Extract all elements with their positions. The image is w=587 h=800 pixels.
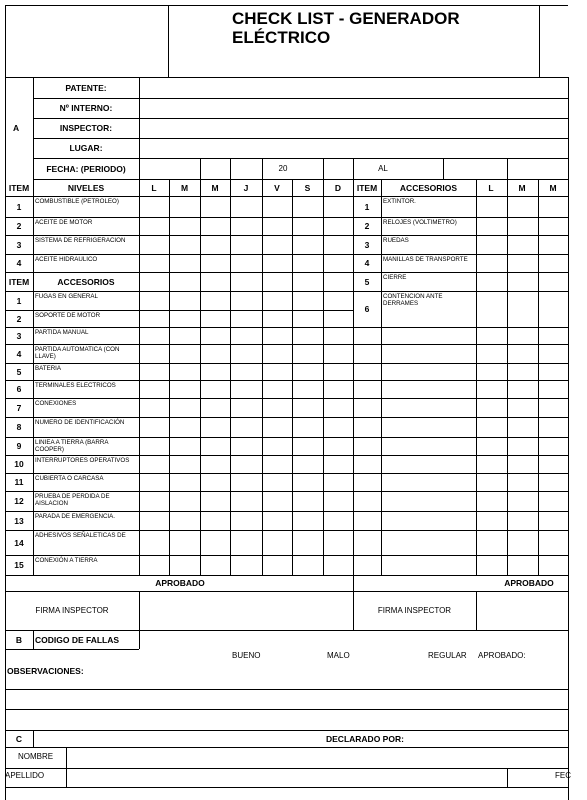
item-number: 13: [14, 515, 24, 526]
check-cell[interactable]: [140, 364, 168, 379]
col-header-day: S: [304, 182, 311, 193]
check-cell[interactable]: [539, 197, 568, 216]
field-input[interactable]: [140, 119, 567, 137]
check-cell[interactable]: [170, 345, 199, 362]
grid-line: [5, 77, 6, 179]
check-cell[interactable]: [539, 255, 568, 271]
check-cell[interactable]: [170, 292, 199, 309]
check-cell[interactable]: [170, 438, 199, 454]
grid-line: [353, 417, 568, 418]
grid-line: [381, 179, 382, 575]
check-cell[interactable]: [231, 255, 261, 271]
legend-aprobado: APROBADO:: [478, 651, 526, 660]
check-cell[interactable]: [293, 255, 322, 271]
right-item-number: 1: [364, 201, 370, 212]
grid-line: [33, 179, 34, 575]
aprobado-left: APROBADO: [155, 578, 205, 588]
check-cell[interactable]: [201, 556, 229, 574]
check-cell[interactable]: [170, 531, 199, 554]
check-cell[interactable]: [263, 399, 291, 416]
check-cell[interactable]: [140, 328, 168, 343]
item-label: NUMERO DE IDENTIFICACIÓN: [35, 419, 125, 426]
right-item-label: RELOJES (VOLTIMETRO): [383, 219, 457, 226]
codigo-de-fallas: CODIGO DE FALLAS: [35, 634, 120, 645]
item-label: ADHESIVOS SEÑALETICAS DE: [35, 532, 126, 539]
check-cell[interactable]: [170, 255, 199, 271]
item-label: PRUEBA DE PERDIDA DE AISLACION: [35, 493, 110, 507]
check-cell[interactable]: [324, 255, 352, 271]
check-cell[interactable]: [324, 456, 352, 472]
grid-line: [353, 473, 568, 474]
check-cell[interactable]: [170, 456, 199, 472]
item-number: 1: [16, 295, 22, 306]
item-label: INTERRUPTORES OPERATIVOS: [35, 457, 130, 464]
check-cell[interactable]: [201, 345, 229, 362]
grid-line: [33, 730, 34, 747]
check-cell[interactable]: [263, 345, 291, 362]
legend-regular: REGULAR: [428, 651, 467, 660]
check-cell[interactable]: [170, 556, 199, 574]
right-item-number: 3: [364, 239, 370, 250]
signature-field[interactable]: [140, 592, 352, 629]
check-cell[interactable]: [324, 345, 352, 362]
check-cell[interactable]: [293, 218, 322, 234]
check-cell[interactable]: [508, 292, 537, 326]
check-cell[interactable]: [324, 512, 352, 529]
check-cell[interactable]: [170, 418, 199, 436]
check-cell[interactable]: [263, 531, 291, 554]
check-cell[interactable]: [170, 328, 199, 343]
check-cell[interactable]: [324, 492, 352, 510]
check-cell[interactable]: [293, 438, 322, 454]
check-cell[interactable]: [477, 218, 506, 234]
field-label: Nº INTERNO:: [59, 103, 113, 113]
col-header-accesorios-right: ACCESORIOS: [399, 182, 458, 193]
col-header-day: V: [274, 182, 280, 193]
check-cell[interactable]: [201, 438, 229, 454]
grid-line: [353, 530, 568, 531]
grid-line: [507, 768, 508, 787]
grid-line: [353, 555, 568, 556]
field-label: PATENTE:: [65, 82, 107, 93]
grid-line: [139, 630, 140, 649]
item-label: COMBUSTIBLE (PETROLEO): [35, 198, 119, 205]
check-cell[interactable]: [263, 218, 291, 234]
check-cell[interactable]: [477, 292, 506, 326]
item-label: PARADA DE EMERGENCIA.: [35, 513, 115, 520]
field-label: LUGAR:: [69, 143, 103, 153]
item-number: 9: [16, 441, 22, 451]
check-cell[interactable]: [293, 345, 322, 362]
section-b-letter: B: [15, 634, 23, 645]
grid-line: [539, 5, 540, 77]
check-cell[interactable]: [231, 345, 261, 362]
check-cell[interactable]: [231, 456, 261, 472]
observaciones-label: OBSERVACIONES:: [7, 666, 84, 676]
item-label: CONEXIÓN A TIERRA: [35, 557, 98, 564]
check-cell[interactable]: [140, 236, 168, 253]
item-number: 2: [16, 221, 22, 231]
check-cell[interactable]: [508, 255, 537, 271]
grid-line: [230, 158, 231, 179]
field-label: INSPECTOR:: [59, 123, 113, 133]
check-cell[interactable]: [170, 474, 199, 490]
check-cell[interactable]: [477, 255, 506, 271]
check-cell[interactable]: [201, 236, 229, 253]
check-cell[interactable]: [508, 236, 537, 253]
fecha-label-partial: FEC: [555, 771, 571, 780]
check-cell[interactable]: [263, 197, 291, 216]
check-cell[interactable]: [201, 512, 229, 529]
check-cell[interactable]: [293, 556, 322, 574]
check-cell[interactable]: [508, 218, 537, 234]
check-cell[interactable]: [231, 364, 261, 379]
check-cell[interactable]: [477, 236, 506, 253]
grid-line: [168, 5, 169, 77]
col-header-day: M: [180, 182, 189, 193]
check-cell[interactable]: [201, 418, 229, 436]
grid-line: [200, 158, 201, 179]
year-prefix: 20: [278, 164, 288, 173]
item-number: 12: [14, 496, 24, 506]
check-cell[interactable]: [140, 345, 168, 362]
check-cell[interactable]: [263, 456, 291, 472]
check-cell[interactable]: [263, 255, 291, 271]
check-cell[interactable]: [263, 492, 291, 510]
col-header-item-right: ITEM: [356, 182, 378, 193]
right-item-label: CIERRE: [383, 274, 407, 281]
signature-field[interactable]: [477, 592, 567, 629]
check-cell[interactable]: [324, 381, 352, 397]
check-cell[interactable]: [263, 512, 291, 529]
item-number: 2: [16, 313, 22, 324]
check-cell[interactable]: [263, 311, 291, 326]
grid-line: [353, 380, 568, 381]
right-item-number: 5: [364, 276, 370, 287]
check-cell[interactable]: [324, 531, 352, 554]
check-cell[interactable]: [231, 236, 261, 253]
check-cell[interactable]: [293, 197, 322, 216]
check-cell[interactable]: [263, 418, 291, 436]
col-header-right-day: M: [518, 182, 526, 193]
check-cell[interactable]: [170, 236, 199, 253]
grid-line: [323, 158, 324, 179]
grid-line: [353, 398, 568, 399]
check-cell[interactable]: [539, 292, 568, 326]
observaciones-line[interactable]: [6, 690, 567, 708]
check-cell[interactable]: [140, 255, 168, 271]
grid-line: [353, 344, 568, 345]
check-cell[interactable]: [508, 197, 537, 216]
item-label: CONEXIONES: [35, 400, 77, 407]
check-cell[interactable]: [263, 381, 291, 397]
field-label: FECHA: (PERIODO): [46, 163, 126, 174]
check-cell[interactable]: [140, 474, 168, 490]
check-cell[interactable]: [263, 328, 291, 343]
check-cell[interactable]: [231, 418, 261, 436]
check-cell[interactable]: [231, 438, 261, 454]
check-cell[interactable]: [201, 292, 229, 309]
item-label: BATERIA: [35, 365, 62, 372]
right-item-label: MANILLAS DE TRANSPORTE: [383, 256, 468, 263]
check-cell[interactable]: [324, 399, 352, 416]
item-label: CUBIERTA O CARCASA: [35, 475, 104, 482]
check-cell[interactable]: [293, 236, 322, 253]
item-number: 7: [16, 402, 22, 413]
check-cell[interactable]: [201, 456, 229, 472]
apellido-input[interactable]: [67, 769, 506, 786]
check-cell[interactable]: [201, 255, 229, 271]
check-cell[interactable]: [140, 456, 168, 472]
check-cell[interactable]: [508, 273, 537, 290]
grid-line: [5, 5, 6, 77]
check-cell[interactable]: [324, 218, 352, 234]
item-label: PARTIDA MANUAL: [35, 329, 89, 336]
col-header-item: ITEM: [8, 182, 30, 193]
check-cell[interactable]: [293, 456, 322, 472]
item-label: LINIEA A TIERRA (BARRA COOPER): [35, 439, 109, 453]
check-cell[interactable]: [324, 438, 352, 454]
check-cell[interactable]: [201, 197, 229, 216]
item-number: 1: [16, 201, 22, 212]
grid-line: [507, 158, 508, 179]
col-header-day: M: [211, 182, 219, 193]
check-cell[interactable]: [170, 399, 199, 416]
section-a-letter: A: [13, 123, 20, 133]
grid-line: [5, 575, 568, 576]
item-label: SISTEMA DE REFRIGERACION: [35, 237, 126, 244]
check-cell[interactable]: [293, 512, 322, 529]
item-number: 4: [16, 258, 22, 268]
check-cell[interactable]: [263, 474, 291, 490]
check-cell[interactable]: [324, 292, 352, 309]
check-cell[interactable]: [140, 311, 168, 326]
item-number: 5: [16, 366, 22, 377]
check-cell[interactable]: [201, 474, 229, 490]
accesorios-left-header: ACCESORIOS: [57, 276, 115, 287]
check-cell[interactable]: [231, 311, 261, 326]
item-label: TERMINALES ELECTRICOS: [35, 382, 116, 389]
check-cell[interactable]: [140, 531, 168, 554]
item-number: 3: [16, 239, 22, 250]
grid-line: [5, 730, 568, 731]
right-item-label: CONTENCION ANTE DERRAMES: [383, 293, 443, 307]
grid-line: [353, 437, 568, 438]
item-label: ACEITE DE MOTOR: [35, 219, 93, 226]
check-cell[interactable]: [201, 311, 229, 326]
firma-inspector-left: FIRMA INSPECTOR: [35, 606, 109, 615]
nombre-input[interactable]: [67, 748, 567, 767]
grid-line: [5, 649, 139, 650]
check-cell[interactable]: [324, 311, 352, 326]
check-cell[interactable]: [324, 418, 352, 436]
col-header-right-day: L: [488, 182, 494, 193]
item-number: 15: [14, 560, 24, 570]
grid-line: [5, 787, 568, 788]
apellido-label: APELLIDO: [5, 771, 45, 780]
right-item-label: EXTINTOR.: [383, 198, 416, 205]
check-cell[interactable]: [293, 311, 322, 326]
declarado-por: DECLARADO POR:: [326, 733, 404, 744]
check-cell[interactable]: [324, 328, 352, 343]
right-item-label: RUEDAS: [383, 237, 409, 244]
check-cell[interactable]: [140, 399, 168, 416]
check-cell[interactable]: [293, 328, 322, 343]
check-cell[interactable]: [170, 218, 199, 234]
check-cell[interactable]: [201, 218, 229, 234]
date-to-label: AL: [378, 164, 388, 173]
check-cell[interactable]: [170, 381, 199, 397]
check-cell[interactable]: [539, 273, 568, 290]
check-cell[interactable]: [293, 492, 322, 510]
grid-line: [33, 77, 34, 179]
check-cell[interactable]: [324, 364, 352, 379]
check-cell[interactable]: [263, 438, 291, 454]
check-cell[interactable]: [140, 292, 168, 309]
item-number: 10: [14, 459, 24, 469]
firma-inspector-right: FIRMA INSPECTOR: [377, 606, 452, 615]
item-number: 3: [16, 330, 22, 341]
check-cell[interactable]: [140, 492, 168, 510]
check-cell[interactable]: [293, 418, 322, 436]
item-label: ACEITE HIDRAULICO: [35, 256, 98, 263]
observaciones-line[interactable]: [6, 710, 567, 729]
grid-line: [33, 630, 34, 649]
check-cell[interactable]: [170, 311, 199, 326]
check-cell[interactable]: [231, 328, 261, 343]
check-cell[interactable]: [140, 381, 168, 397]
grid-line: [353, 363, 568, 364]
grid-line: [568, 77, 569, 800]
item-number: 4: [16, 348, 22, 359]
check-cell[interactable]: [231, 399, 261, 416]
col-header-right-day: M: [549, 182, 557, 193]
check-cell[interactable]: [170, 197, 199, 216]
check-cell[interactable]: [539, 218, 568, 234]
check-cell[interactable]: [140, 556, 168, 574]
check-cell[interactable]: [201, 364, 229, 379]
legend-bueno: BUENO: [232, 651, 261, 660]
check-cell[interactable]: [231, 197, 261, 216]
check-cell[interactable]: [293, 364, 322, 379]
grid-line: [353, 455, 568, 456]
check-cell[interactable]: [231, 492, 261, 510]
col-header-day: L: [151, 182, 157, 193]
check-cell[interactable]: [201, 381, 229, 397]
check-cell[interactable]: [324, 236, 352, 253]
col-header-day: J: [243, 182, 249, 193]
check-cell[interactable]: [293, 531, 322, 554]
check-cell[interactable]: [140, 218, 168, 234]
check-cell[interactable]: [140, 438, 168, 454]
check-cell[interactable]: [324, 197, 352, 216]
check-cell[interactable]: [324, 556, 352, 574]
item-label: FUGAS EN GENERAL: [35, 293, 98, 300]
check-cell[interactable]: [201, 531, 229, 554]
check-cell[interactable]: [263, 364, 291, 379]
field-input[interactable]: [140, 139, 567, 157]
check-cell[interactable]: [231, 474, 261, 490]
legend-malo: MALO: [327, 651, 350, 660]
check-cell[interactable]: [140, 418, 168, 436]
item-number: 6: [16, 384, 22, 394]
grid-line: [5, 5, 568, 6]
check-cell[interactable]: [477, 273, 506, 290]
check-cell[interactable]: [170, 492, 199, 510]
item-header-secondary: ITEM: [8, 276, 30, 287]
check-cell[interactable]: [231, 512, 261, 529]
check-cell[interactable]: [170, 364, 199, 379]
check-cell[interactable]: [539, 236, 568, 253]
grid-line: [353, 511, 568, 512]
check-cell[interactable]: [231, 531, 261, 554]
item-label: SOPORTE DE MOTOR: [35, 312, 101, 319]
check-cell[interactable]: [201, 492, 229, 510]
field-input[interactable]: [140, 78, 567, 97]
check-cell[interactable]: [293, 474, 322, 490]
check-cell[interactable]: [231, 556, 261, 574]
grid-line: [353, 491, 568, 492]
item-label: PARTIDA AUTOMATICA (CON LLAVE): [35, 346, 120, 360]
item-number: 14: [14, 537, 24, 548]
check-cell[interactable]: [263, 292, 291, 309]
check-cell[interactable]: [231, 381, 261, 397]
check-cell[interactable]: [263, 556, 291, 574]
field-input[interactable]: [140, 99, 567, 117]
section-c-letter: C: [15, 733, 23, 744]
check-cell[interactable]: [201, 328, 229, 343]
check-cell[interactable]: [293, 381, 322, 397]
check-cell[interactable]: [140, 197, 168, 216]
document-title: CHECK LIST - GENERADOR: [232, 9, 460, 28]
check-cell[interactable]: [324, 474, 352, 490]
check-cell[interactable]: [231, 292, 261, 309]
check-cell[interactable]: [201, 399, 229, 416]
aprobado-right: APROBADO: [504, 578, 554, 588]
check-cell[interactable]: [140, 512, 168, 529]
check-cell[interactable]: [170, 512, 199, 529]
check-cell[interactable]: [477, 197, 506, 216]
nombre-label: NOMBRE: [17, 752, 54, 761]
check-cell[interactable]: [293, 292, 322, 309]
check-cell[interactable]: [263, 236, 291, 253]
document-title-line2: ELÉCTRICO: [232, 28, 331, 47]
grid-line: [353, 327, 568, 328]
item-number: 11: [14, 477, 24, 487]
right-item-number: 6: [364, 304, 370, 314]
grid-line: [443, 158, 444, 179]
right-item-number: 2: [364, 221, 370, 231]
col-header-day: D: [334, 182, 342, 193]
check-cell[interactable]: [293, 399, 322, 416]
check-cell[interactable]: [231, 218, 261, 234]
right-item-number: 4: [364, 258, 370, 268]
item-number: 8: [16, 422, 22, 432]
col-header-niveles: NIVELES: [67, 182, 105, 193]
